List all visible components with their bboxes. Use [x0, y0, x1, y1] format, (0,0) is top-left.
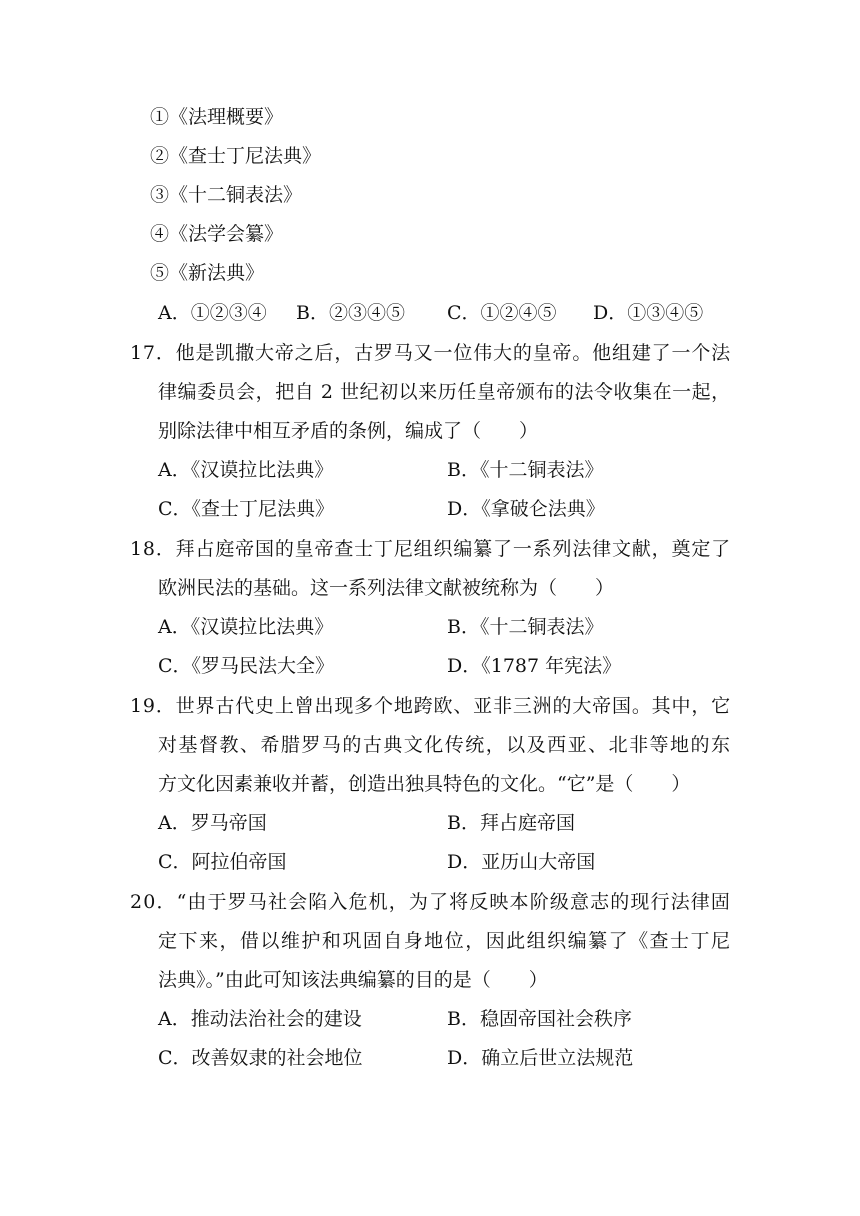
q18-option-a: A．《汉谟拉比法典》	[158, 616, 334, 638]
q20-option-a: A．推动法治社会的建设	[158, 1008, 362, 1030]
q18-option-b: B．《十二铜表法》	[447, 616, 604, 638]
q16-option-a: A．①②③④	[158, 302, 267, 324]
q18-stem-line-1: 18．拜占庭帝国的皇帝查士丁尼组织编纂了一系列法律文献，奠定了	[130, 538, 732, 560]
q19-option-d: D．亚历山大帝国	[447, 851, 596, 873]
q17-option-c: C．《查士丁尼法典》	[158, 498, 335, 520]
q19-option-a: A．罗马帝国	[158, 812, 267, 834]
q20-stem-line-2: 定下来，借以维护和巩固自身地位，因此组织编纂了《查士丁尼	[158, 930, 732, 952]
q20-stem-line-3: 法典》。”由此可知该法典编纂的目的是（ ）	[158, 969, 548, 991]
q19-stem-line-1: 19．世界古代史上曾出现多个地跨欧、亚非三洲的大帝国。其中，它	[130, 695, 732, 717]
q17-option-b: B．《十二铜表法》	[447, 459, 604, 481]
list-item-4: ④《法学会纂》	[150, 223, 284, 245]
q18-stem-line-2: 欧洲民法的基础。这一系列法律文献被统称为（ ）	[158, 577, 615, 599]
q19-stem-line-2: 对基督教、希腊罗马的古典文化传统，以及西亚、北非等地的东	[158, 734, 732, 756]
list-item-2: ②《查士丁尼法典》	[150, 145, 322, 167]
list-item-3: ③《十二铜表法》	[150, 184, 303, 206]
q17-option-d: D．《拿破仑法典》	[447, 498, 605, 520]
q17-stem-line-2: 律编委员会，把自 2 世纪初以来历任皇帝颁布的法令收集在一起，	[158, 381, 731, 403]
q20-stem-line-1: 20．“由于罗马社会陷入危机，为了将反映本阶级意志的现行法律固	[130, 891, 732, 913]
q19-option-c: C．阿拉伯帝国	[158, 851, 287, 873]
q19-option-b: B．拜占庭帝国	[447, 812, 575, 834]
q16-option-b: B．②③④⑤	[296, 302, 405, 324]
list-item-1: ①《法理概要》	[150, 106, 284, 128]
q16-option-c: C．①②④⑤	[447, 302, 557, 324]
q20-option-c: C．改善奴隶的社会地位	[158, 1047, 363, 1069]
q18-option-d: D．《1787 年宪法》	[447, 655, 622, 677]
q17-stem-line-3: 别除法律中相互矛盾的条例，编成了（ ）	[158, 420, 539, 442]
q16-option-d: D．①③④⑤	[593, 302, 704, 324]
q19-stem-line-3: 方文化因素兼收并蓄，创造出独具特色的文化。“它”是（ ）	[158, 773, 691, 795]
q18-option-c: C．《罗马民法大全》	[158, 655, 335, 677]
q20-option-d: D．确立后世立法规范	[447, 1047, 634, 1069]
q17-option-a: A．《汉谟拉比法典》	[158, 459, 334, 481]
list-item-5: ⑤《新法典》	[150, 262, 265, 284]
q20-option-b: B．稳固帝国社会秩序	[447, 1008, 632, 1030]
q17-stem-line-1: 17．他是凯撒大帝之后，古罗马又一位伟大的皇帝。他组建了一个法	[130, 342, 732, 364]
